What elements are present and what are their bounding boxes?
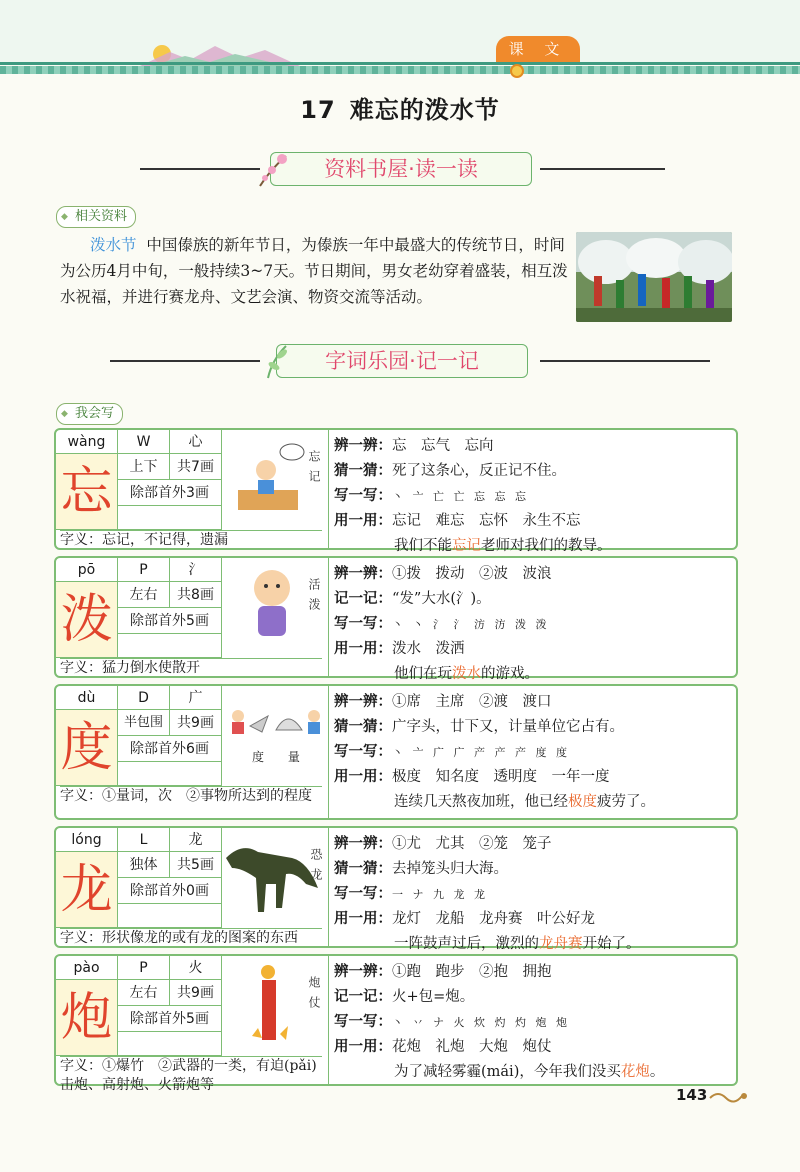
header-rule xyxy=(0,62,800,65)
example-sentence: 连续几天熬夜加班，他已经 xyxy=(394,794,568,810)
strokes-outside-radical: 除部首外6画 xyxy=(118,736,222,762)
line-label: 猜一猜： xyxy=(334,719,392,735)
tab-lesson[interactable]: 课 文 xyxy=(496,36,580,62)
water-festival-photo xyxy=(576,232,732,322)
line-label: 辨一辨： xyxy=(334,694,392,710)
example-sentence: 一阵鼓声过后，激烈的 xyxy=(394,936,539,952)
blank-cell xyxy=(118,506,222,530)
practice-lines xyxy=(334,690,734,815)
tab-marker-icon xyxy=(510,64,524,78)
line-text: ①席 主席 ②渡 渡口 xyxy=(392,694,552,710)
stroke-order: 丶 亠 亡 亡 忘 忘 忘 xyxy=(392,490,529,503)
line-text: 龙灯 龙船 龙舟赛 叶公好龙 xyxy=(392,911,595,927)
page-title xyxy=(0,90,800,125)
intro-text: 中国傣族的新年节日，为傣族一年中最盛大的传统节日，时间为公历4月中旬，一般持续3~7天。节日期间，男女老幼穿着盛装，相互泼水祝福，并进行赛龙舟、文艺会演、物资交流等活动。 xyxy=(60,236,568,306)
illustration-caption: 度 量 xyxy=(252,750,310,764)
tag-i-can-write: ◆ 我会写 xyxy=(56,403,123,425)
section-banner-reading xyxy=(0,152,800,186)
char-grid xyxy=(56,430,329,548)
strokes-outside-radical: 除部首外0画 xyxy=(118,878,222,904)
line-label: 辨一辨： xyxy=(334,836,392,852)
radical: 氵 xyxy=(170,558,222,582)
lesson-number: 17 xyxy=(300,96,336,124)
char-card-pao xyxy=(54,954,738,1093)
initial: D xyxy=(118,686,170,710)
pinyin: wàng xyxy=(56,430,118,454)
line-label: 用一用： xyxy=(334,513,392,529)
illustration-caption: 忘记 xyxy=(307,450,321,490)
char-card-wang xyxy=(54,428,738,554)
initial: L xyxy=(118,828,170,852)
initial: P xyxy=(118,558,170,582)
practice-lines xyxy=(334,434,734,559)
example-highlight: 龙舟赛 xyxy=(539,936,583,952)
practice-lines xyxy=(334,960,734,1085)
section-banner-words xyxy=(0,344,800,378)
line-text: 去掉笼头归大海。 xyxy=(392,861,508,877)
big-character: 龙 xyxy=(56,852,118,928)
line-text: ①跑 跑步 ②抱 拥抱 xyxy=(392,964,552,980)
stroke-order: 丶 亠 广 广 产 产 产 度 度 xyxy=(392,746,570,759)
stroke-count: 共9画 xyxy=(170,710,222,736)
char-grid xyxy=(56,956,329,1093)
lesson-title: 难忘的泼水节 xyxy=(349,96,500,124)
header-stripe xyxy=(0,66,800,74)
pinyin: dù xyxy=(56,686,118,710)
stroke-count: 共5画 xyxy=(170,852,222,878)
strokes-outside-radical: 除部首外5画 xyxy=(118,608,222,634)
line-label: 辨一辨： xyxy=(334,438,392,454)
initial: P xyxy=(118,956,170,980)
example-sentence-end: 开始了。 xyxy=(582,936,641,952)
big-character: 炮 xyxy=(56,980,118,1056)
example-highlight: 忘记 xyxy=(452,538,481,554)
stroke-count: 共7画 xyxy=(170,454,222,480)
big-character: 泼 xyxy=(56,582,118,658)
example-highlight: 极度 xyxy=(568,794,597,810)
meaning: 字义：忘记，不记得，遗漏 xyxy=(60,530,322,550)
structure: 独体 xyxy=(118,852,170,878)
example-sentence-end: 老师对我们的教导。 xyxy=(481,538,612,554)
strokes-outside-radical: 除部首外3画 xyxy=(118,480,222,506)
line-label: 写一写： xyxy=(334,488,392,504)
initial: W xyxy=(118,430,170,454)
line-label: 记一记： xyxy=(334,989,392,1005)
stroke-count: 共9画 xyxy=(170,980,222,1006)
line-text: 忘 忘气 忘向 xyxy=(392,438,494,454)
line-text: 花炮 礼炮 大炮 炮仗 xyxy=(392,1039,552,1055)
radical: 广 xyxy=(170,686,222,710)
big-character: 忘 xyxy=(56,454,118,530)
blank-cell xyxy=(118,634,222,658)
illustration-caption: 炮仗 xyxy=(307,976,321,1016)
swirl-ornament-icon xyxy=(708,1090,748,1104)
line-text: 火+包=炮。 xyxy=(392,989,475,1005)
line-label: 辨一辨： xyxy=(334,566,392,582)
example-sentence-end: 疲劳了。 xyxy=(597,794,655,810)
char-card-po xyxy=(54,556,738,682)
illustration-caption: 活泼 xyxy=(307,578,321,618)
banner-label: 资料书屋·读一读 xyxy=(270,152,532,186)
tag-related-info: ◆ 相关资料 xyxy=(56,206,136,228)
line-text: 广字头，廿下又，计量单位它占有。 xyxy=(392,719,624,735)
keyword-water-festival: 泼水节 xyxy=(90,236,137,254)
example-sentence-end: 的游戏。 xyxy=(481,666,539,682)
example-sentence: 我们不能 xyxy=(394,538,452,554)
line-text: 忘记 难忘 忘怀 永生不忘 xyxy=(392,513,581,529)
structure: 上下 xyxy=(118,454,170,480)
line-label: 记一记： xyxy=(334,591,392,607)
practice-lines xyxy=(334,562,734,687)
line-text: 死了这条心，反正记不住。 xyxy=(392,463,566,479)
example-sentence-end: 。 xyxy=(649,1064,665,1080)
structure: 左右 xyxy=(118,582,170,608)
char-grid xyxy=(56,686,329,818)
banner-label: 字词乐园·记一记 xyxy=(276,344,528,378)
stroke-count: 共8画 xyxy=(170,582,222,608)
leaf-icon xyxy=(262,340,292,380)
line-text: 泼水 泼洒 xyxy=(392,641,465,657)
stroke-order: 一 ナ 九 龙 龙 xyxy=(392,888,488,901)
meaning: 字义：形状像龙的或有龙的图案的东西 xyxy=(60,928,322,948)
meaning: 字义：猛力倒水使散开 xyxy=(60,658,322,678)
line-label: 用一用： xyxy=(334,911,392,927)
line-text: ①拨 拨动 ②波 波浪 xyxy=(392,566,552,582)
blank-cell xyxy=(118,1032,222,1056)
line-text: ①尤 尤其 ②笼 笼子 xyxy=(392,836,552,852)
line-label: 用一用： xyxy=(334,1039,392,1055)
stroke-order: 丶 丷 ナ 火 炊 灼 灼 炮 炮 xyxy=(392,1016,570,1029)
example-highlight: 泼水 xyxy=(452,666,481,682)
pinyin: pào xyxy=(56,956,118,980)
line-label: 写一写： xyxy=(334,1014,392,1030)
radical: 心 xyxy=(170,430,222,454)
stroke-order: 丶 丶 氵 氵 汸 汸 泼 泼 xyxy=(392,618,550,631)
big-character: 度 xyxy=(56,710,118,786)
char-grid xyxy=(56,828,329,946)
header-band xyxy=(0,0,800,62)
measuring-kids-illustration xyxy=(222,686,326,786)
pinyin: pō xyxy=(56,558,118,582)
illustration-caption: 恐龙 xyxy=(309,848,323,888)
pinyin: lóng xyxy=(56,828,118,852)
example-sentence: 为了减轻雾霾(mái)，今年我们没买 xyxy=(394,1064,621,1080)
line-label: 猜一猜： xyxy=(334,463,392,479)
line-text: “发”大水(氵)。 xyxy=(392,591,491,607)
structure: 左右 xyxy=(118,980,170,1006)
line-label: 写一写： xyxy=(334,616,392,632)
line-text: 极度 知名度 透明度 一年一度 xyxy=(392,769,610,785)
line-label: 用一用： xyxy=(334,641,392,657)
practice-lines xyxy=(334,832,734,957)
blank-cell xyxy=(118,904,222,928)
blank-cell xyxy=(118,762,222,786)
flower-icon xyxy=(256,150,292,190)
example-sentence: 他们在玩 xyxy=(394,666,452,682)
meaning: 字义：①量词，次 ②事物所达到的程度 xyxy=(60,786,322,806)
structure: 半包围 xyxy=(118,710,170,736)
line-label: 辨一辨： xyxy=(334,964,392,980)
line-label: 猜一猜： xyxy=(334,861,392,877)
page-number: 143 xyxy=(676,1086,708,1104)
intro-paragraph xyxy=(60,232,580,310)
line-label: 用一用： xyxy=(334,769,392,785)
line-label: 写一写： xyxy=(334,744,392,760)
line-label: 写一写： xyxy=(334,886,392,902)
char-card-long xyxy=(54,826,738,952)
radical: 火 xyxy=(170,956,222,980)
meaning: 字义：①爆竹 ②武器的一类，有迫(pǎi)击炮、高射炮、火箭炮等 xyxy=(60,1056,322,1095)
radical: 龙 xyxy=(170,828,222,852)
example-highlight: 花炮 xyxy=(620,1064,650,1080)
char-card-du xyxy=(54,684,738,820)
strokes-outside-radical: 除部首外5画 xyxy=(118,1006,222,1032)
char-grid xyxy=(56,558,329,676)
